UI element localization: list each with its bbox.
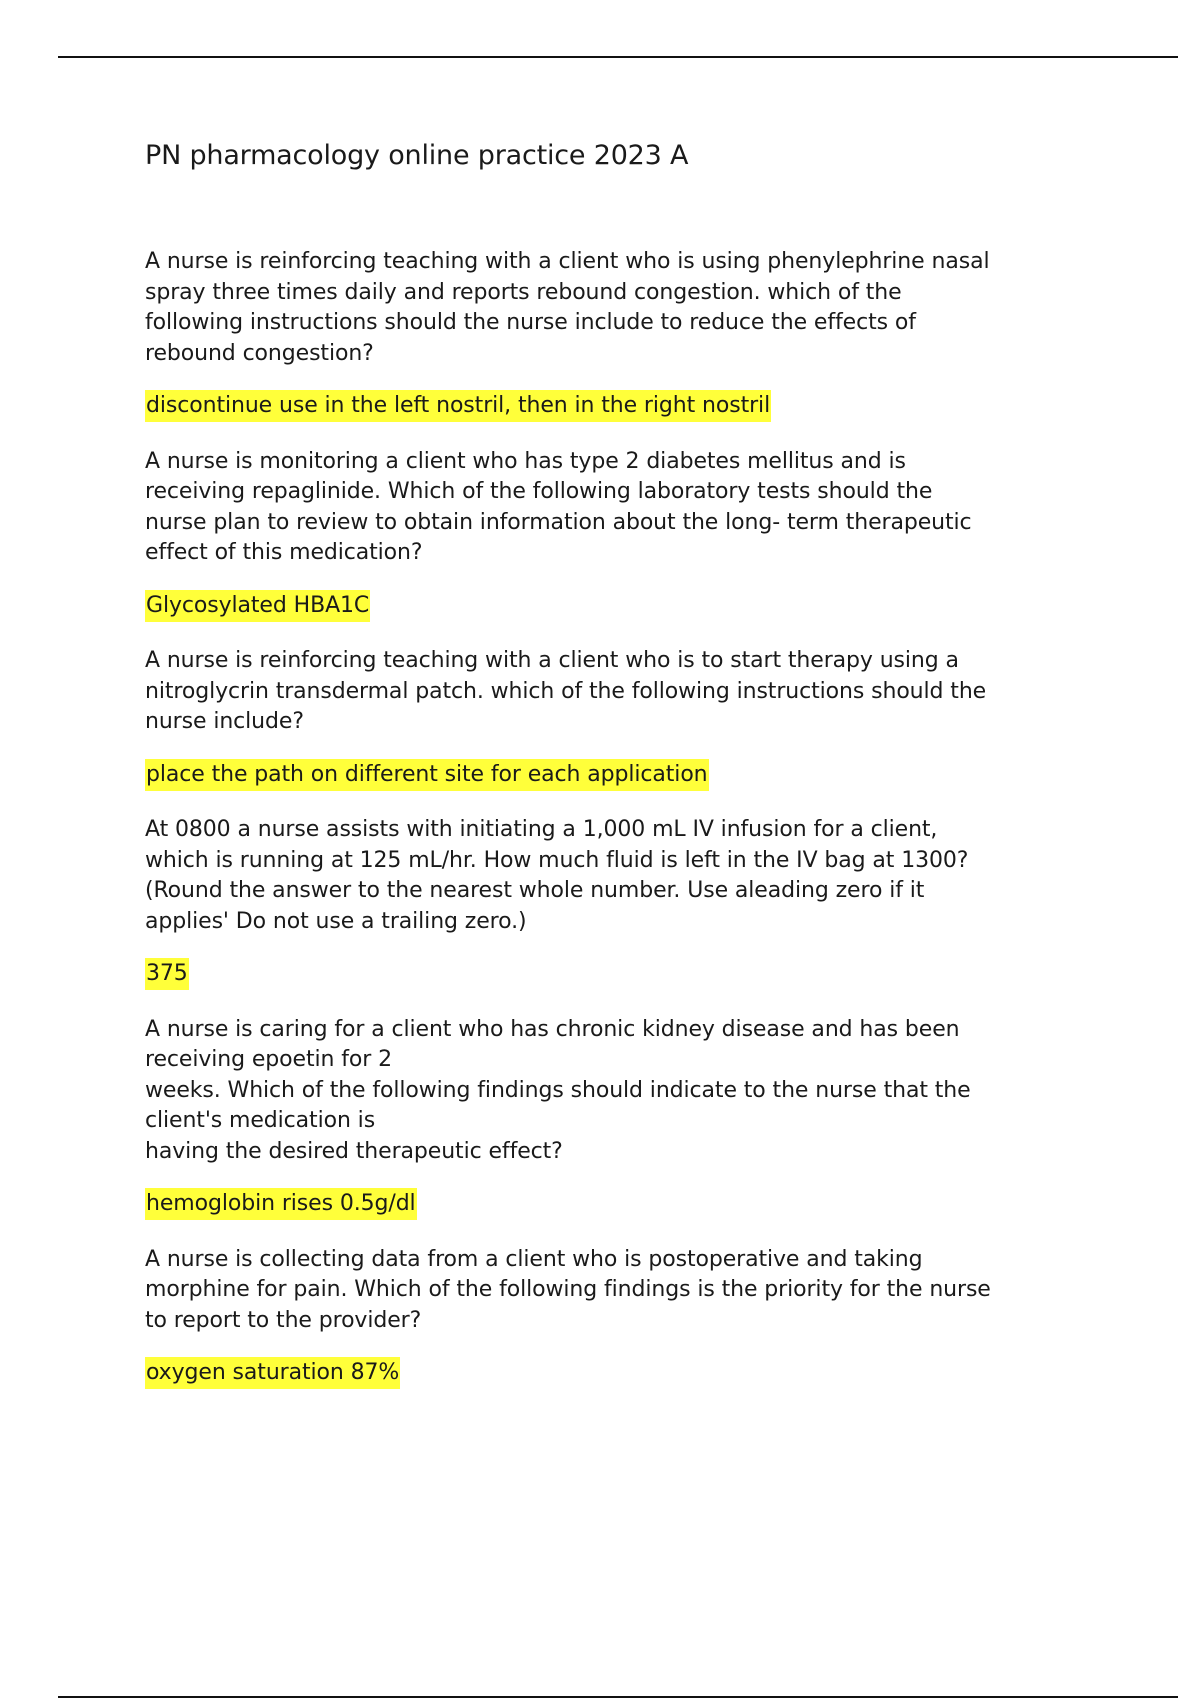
qa-item-5 — [145, 1015, 1090, 1221]
question-line: weeks. Which of the following findings should indicate to the nurse that the — [145, 1077, 971, 1103]
highlighted-answer-5: hemoglobin rises 0.5g/dl — [145, 1188, 417, 1220]
question-3 — [145, 646, 1090, 738]
question-line: to report to the provider? — [145, 1307, 422, 1333]
question-line: having the desired therapeutic effect? — [145, 1138, 563, 1164]
question-line: A nurse is collecting data from a client who is postoperative and taking — [145, 1246, 923, 1272]
question-line: A nurse is reinforcing teaching with a client who is to start therapy using a — [145, 648, 959, 673]
highlighted-answer-2: Glycosylated HBA1C — [145, 590, 370, 622]
question-line: (Round the answer to the nearest whole number. Use aleading zero if it — [145, 878, 925, 903]
qa-item-4 — [145, 815, 1090, 991]
question-line: A nurse is caring for a client who has chronic kidney disease and has been — [145, 1016, 960, 1042]
answer-row-6 — [145, 1358, 1090, 1390]
question-6 — [145, 1245, 1090, 1337]
question-4 — [145, 815, 1090, 937]
question-line: client's medication is — [145, 1108, 376, 1133]
question-line: applies' Do not use a trailing zero.) — [145, 908, 527, 934]
highlighted-answer-3: place the path on different site for each application — [145, 759, 709, 791]
question-line: receiving epoetin for 2 — [145, 1047, 392, 1072]
qa-item-2 — [145, 447, 1090, 623]
highlighted-answer-6: oxygen saturation 87% — [145, 1357, 400, 1389]
question-line: A nurse is reinforcing teaching with a client who is using phenylephrine nasal — [145, 249, 990, 274]
question-line: spray three times daily and reports rebound congestion. which of the — [145, 279, 902, 305]
question-line: following instructions should the nurse include to reduce the effects of — [145, 310, 916, 335]
question-1 — [145, 247, 1090, 369]
bottom-rule — [58, 1696, 1178, 1698]
answer-row-3 — [145, 760, 1090, 792]
question-line: At 0800 a nurse assists with initiating a 1,000 mL IV infusion for a client, — [145, 817, 938, 842]
question-2 — [145, 447, 1090, 569]
qa-item-3 — [145, 646, 1090, 791]
question-5 — [145, 1015, 1090, 1168]
qa-item-6 — [145, 1245, 1090, 1390]
qa-item-1 — [145, 247, 1090, 423]
highlighted-answer-4: 375 — [145, 958, 189, 990]
question-line: morphine for pain. Which of the following findings is the priority for the nurse — [145, 1277, 991, 1302]
question-line: nitroglycrin transdermal patch. which of the following instructions should the — [145, 678, 987, 704]
answer-row-5 — [145, 1189, 1090, 1221]
highlighted-answer-1: discontinue use in the left nostril, then in the right nostril — [145, 390, 771, 422]
question-line: nurse include? — [145, 709, 304, 734]
answer-row-1 — [145, 391, 1090, 423]
question-line: nurse plan to review to obtain information about the long- term therapeutic — [145, 509, 972, 535]
question-line: effect of this medication? — [145, 540, 423, 565]
answer-row-4 — [145, 959, 1090, 991]
question-line: rebound congestion? — [145, 340, 374, 366]
top-rule — [58, 56, 1178, 58]
question-line: receiving repaglinide. Which of the following laboratory tests should the — [145, 479, 933, 504]
answer-row-2 — [145, 591, 1090, 623]
document-body — [145, 140, 1090, 1414]
question-line: A nurse is monitoring a client who has type 2 diabetes mellitus and is — [145, 448, 906, 474]
question-line: which is running at 125 mL/hr. How much fluid is left in the IV bag at 1300? — [145, 847, 969, 873]
document-title: PN pharmacology online practice 2023 A — [145, 140, 689, 171]
